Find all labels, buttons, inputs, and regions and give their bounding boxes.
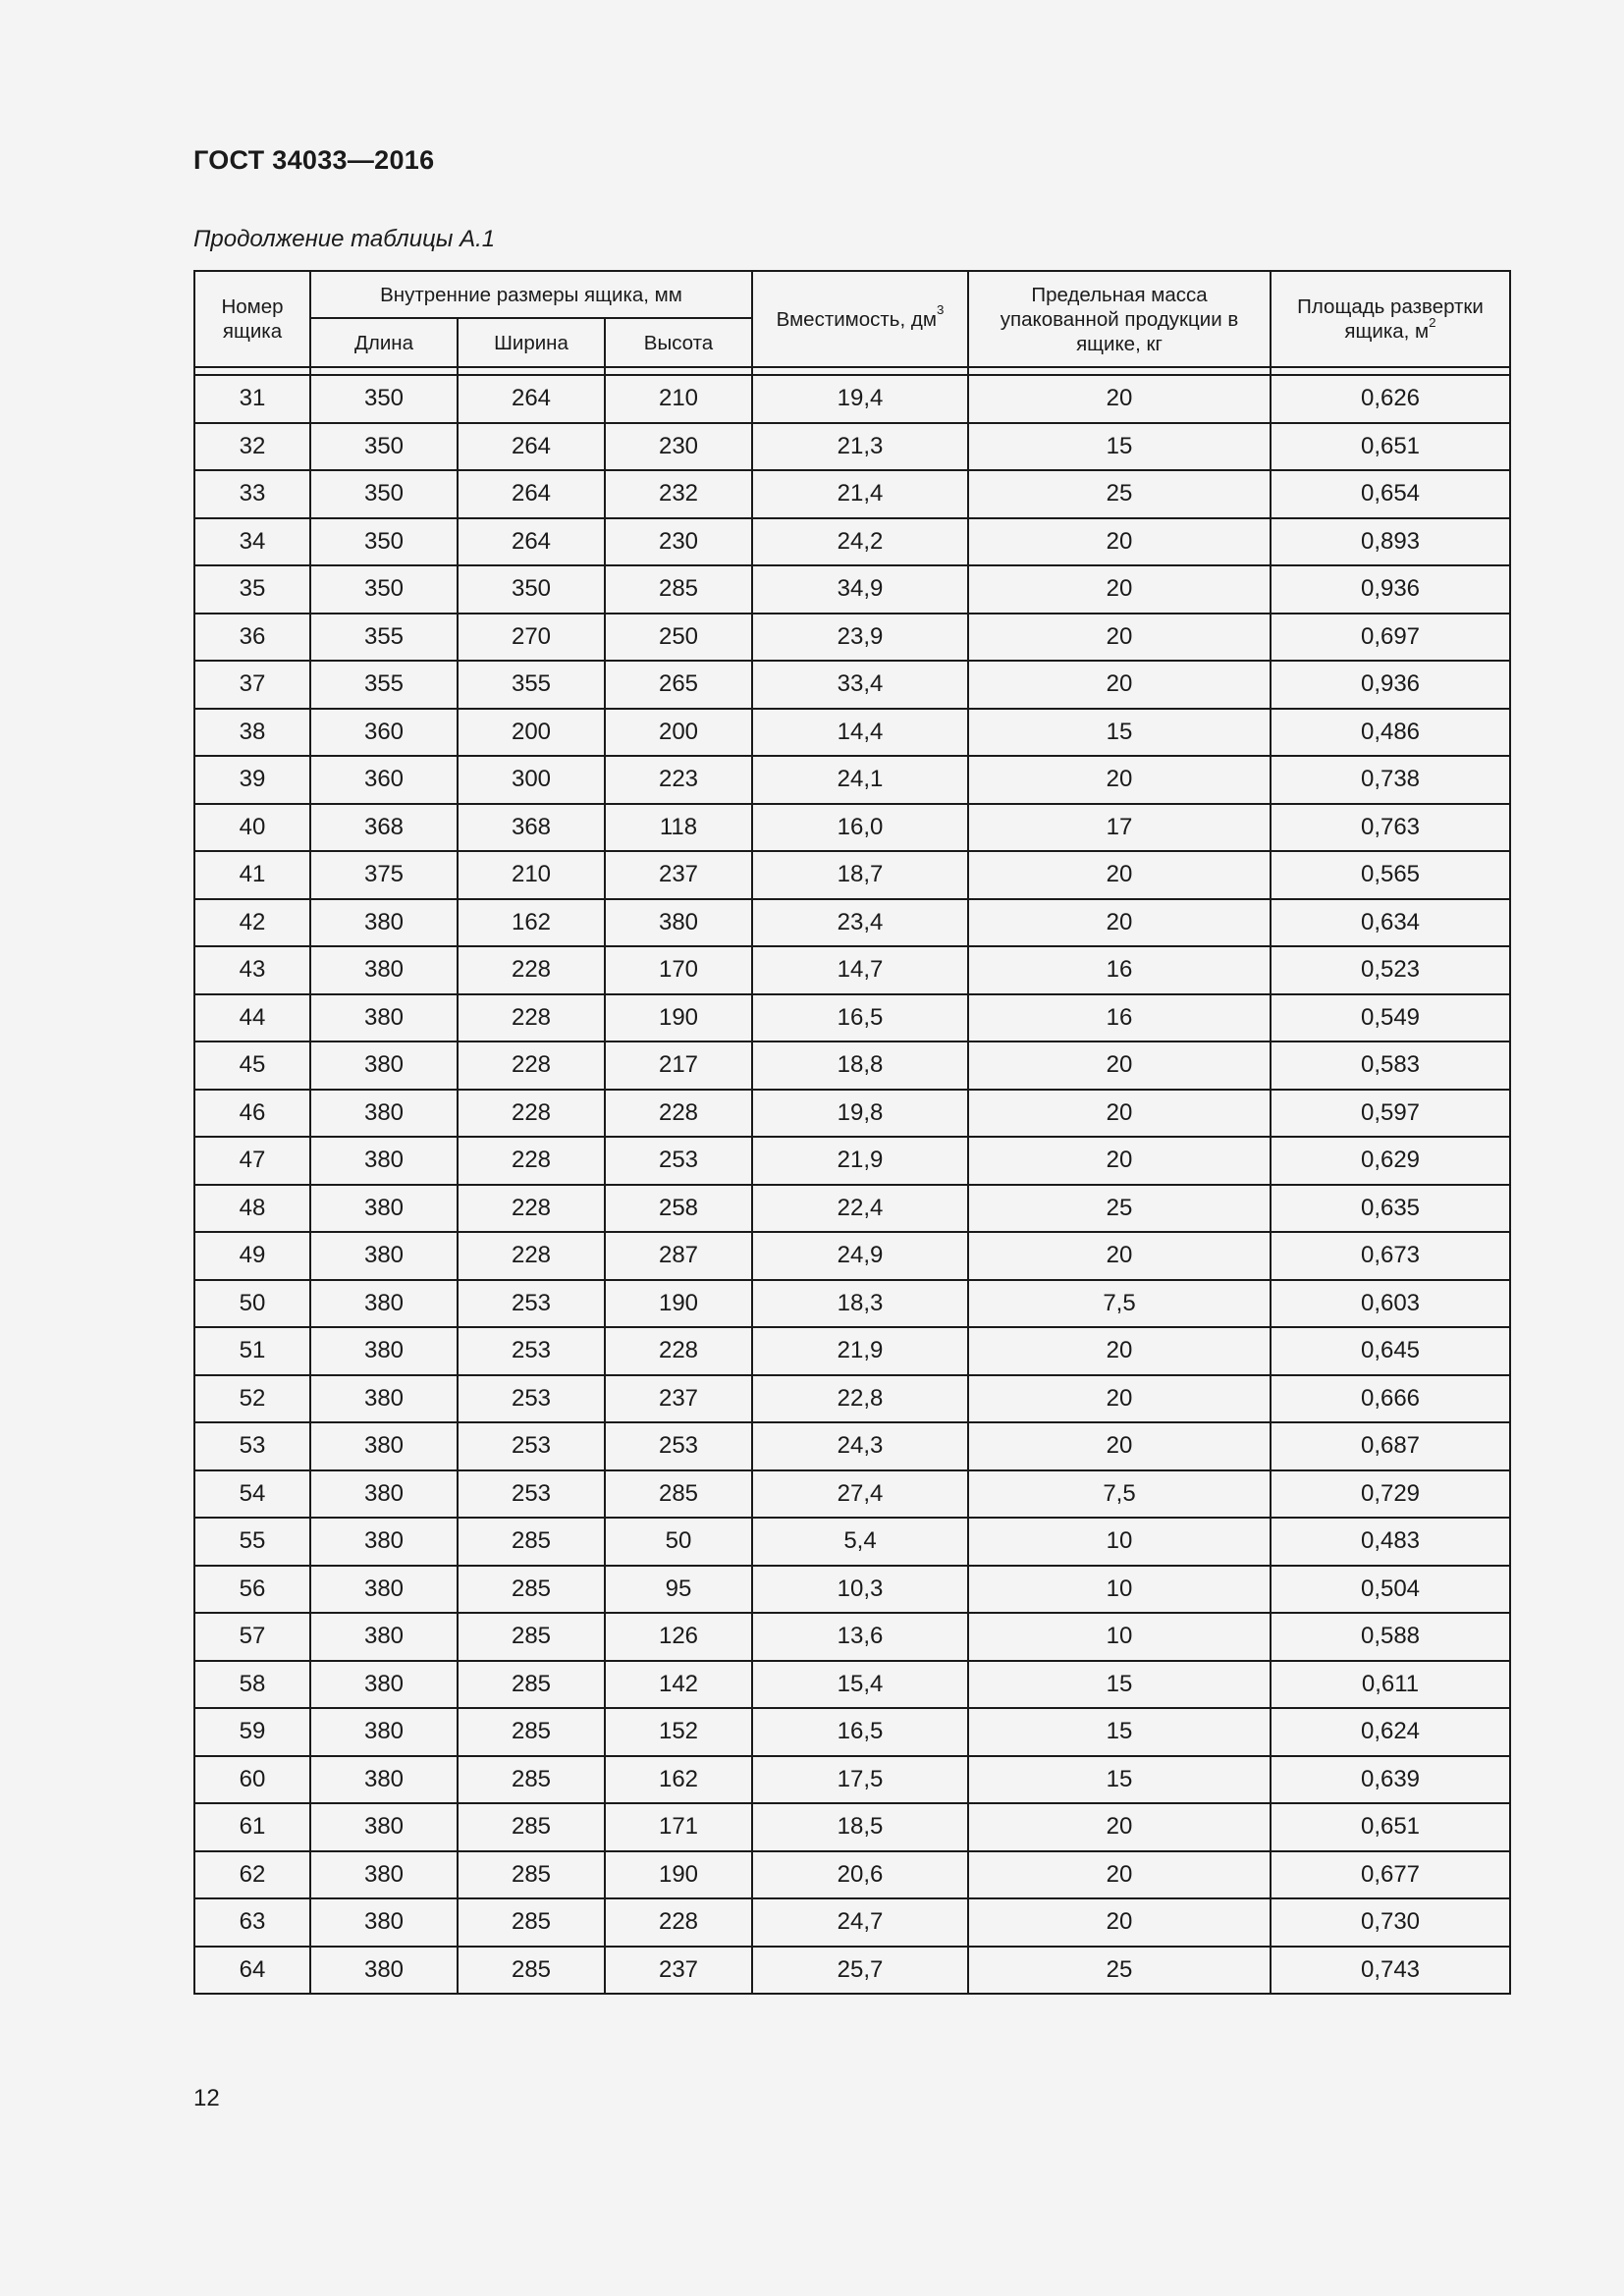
length-cell: 380 [310,1947,458,1995]
max-mass-cell: 20 [968,1375,1271,1423]
width-cell: 210 [458,851,605,899]
max-mass-cell: 20 [968,1803,1271,1851]
height-cell: 237 [605,1947,752,1995]
table-row [194,1422,1510,1470]
box-number-cell: 33 [194,470,310,518]
area-cell: 0,666 [1271,1375,1510,1423]
max-mass-cell: 15 [968,709,1271,757]
max-mass-cell: 20 [968,1232,1271,1280]
capacity-cell: 34,9 [752,565,968,614]
length-cell: 380 [310,1137,458,1185]
height-cell: 250 [605,614,752,662]
table-row [194,1090,1510,1138]
width-cell: 285 [458,1756,605,1804]
height-cell: 380 [605,899,752,947]
box-number-cell: 53 [194,1422,310,1470]
capacity-cell: 13,6 [752,1613,968,1661]
height-cell: 232 [605,470,752,518]
box-number-cell: 60 [194,1756,310,1804]
area-cell: 0,549 [1271,994,1510,1042]
height-cell: 265 [605,661,752,709]
table-row [194,1518,1510,1566]
document-title: ГОСТ 34033—2016 [193,145,435,175]
height-cell: 190 [605,1851,752,1899]
box-number-cell: 40 [194,804,310,852]
length-cell: 380 [310,1375,458,1423]
length-cell: 380 [310,1851,458,1899]
length-cell: 380 [310,1041,458,1090]
length-cell: 380 [310,994,458,1042]
width-cell: 285 [458,1898,605,1947]
area-cell: 0,697 [1271,614,1510,662]
area-cell: 0,893 [1271,518,1510,566]
max-mass-cell: 10 [968,1613,1271,1661]
length-cell: 380 [310,1327,458,1375]
length-cell: 380 [310,1232,458,1280]
width-cell: 285 [458,1566,605,1614]
capacity-cell: 18,7 [752,851,968,899]
table-row [194,614,1510,662]
capacity-cell: 24,9 [752,1232,968,1280]
max-mass-cell: 7,5 [968,1470,1271,1519]
height-cell: 170 [605,946,752,994]
length-cell: 380 [310,1708,458,1756]
max-mass-cell: 20 [968,899,1271,947]
capacity-cell: 21,9 [752,1137,968,1185]
width-cell: 228 [458,1090,605,1138]
table-row [194,1185,1510,1233]
capacity-cell: 33,4 [752,661,968,709]
max-mass-cell: 20 [968,614,1271,662]
area-cell: 0,603 [1271,1280,1510,1328]
max-mass-cell: 15 [968,423,1271,471]
area-cell: 0,483 [1271,1518,1510,1566]
table-row [194,470,1510,518]
box-number-cell: 48 [194,1185,310,1233]
table-row [194,1041,1510,1090]
length-cell: 350 [310,375,458,423]
table-row [194,1327,1510,1375]
max-mass-cell: 20 [968,1851,1271,1899]
width-cell: 253 [458,1280,605,1328]
height-cell: 50 [605,1518,752,1566]
header-box-number: Номер ящика [194,271,310,367]
area-cell: 0,743 [1271,1947,1510,1995]
height-cell: 152 [605,1708,752,1756]
area-cell: 0,565 [1271,851,1510,899]
box-number-cell: 39 [194,756,310,804]
area-cell: 0,597 [1271,1090,1510,1138]
box-number-cell: 52 [194,1375,310,1423]
table-row [194,423,1510,471]
width-cell: 300 [458,756,605,804]
capacity-cell: 16,5 [752,994,968,1042]
height-cell: 237 [605,1375,752,1423]
height-cell: 142 [605,1661,752,1709]
height-cell: 190 [605,1280,752,1328]
area-cell: 0,651 [1271,1803,1510,1851]
box-number-cell: 62 [194,1851,310,1899]
width-cell: 264 [458,470,605,518]
box-number-cell: 43 [194,946,310,994]
max-mass-cell: 25 [968,1185,1271,1233]
box-number-cell: 47 [194,1137,310,1185]
table-row [194,1661,1510,1709]
table-row [194,1803,1510,1851]
capacity-cell: 21,3 [752,423,968,471]
max-mass-cell: 20 [968,565,1271,614]
table-row [194,756,1510,804]
capacity-cell: 25,7 [752,1947,968,1995]
box-number-cell: 31 [194,375,310,423]
capacity-cell: 18,3 [752,1280,968,1328]
length-cell: 380 [310,1518,458,1566]
height-cell: 253 [605,1422,752,1470]
area-cell: 0,654 [1271,470,1510,518]
max-mass-cell: 20 [968,1422,1271,1470]
header-separator [194,367,1510,375]
area-cell: 0,677 [1271,1851,1510,1899]
capacity-cell: 14,4 [752,709,968,757]
height-cell: 253 [605,1137,752,1185]
capacity-cell: 20,6 [752,1851,968,1899]
height-cell: 285 [605,1470,752,1519]
width-cell: 285 [458,1708,605,1756]
area-cell: 0,504 [1271,1566,1510,1614]
area-cell: 0,730 [1271,1898,1510,1947]
table-body [194,375,1510,1994]
width-cell: 264 [458,375,605,423]
height-cell: 95 [605,1566,752,1614]
table-row [194,375,1510,423]
max-mass-cell: 10 [968,1566,1271,1614]
box-number-cell: 49 [194,1232,310,1280]
boxes-table [193,270,1511,1995]
length-cell: 350 [310,518,458,566]
table-row [194,1898,1510,1947]
capacity-cell: 24,1 [752,756,968,804]
width-cell: 162 [458,899,605,947]
capacity-cell: 18,5 [752,1803,968,1851]
width-cell: 285 [458,1518,605,1566]
header-height: Высота [605,318,752,367]
box-number-cell: 56 [194,1566,310,1614]
area-cell: 0,673 [1271,1232,1510,1280]
length-cell: 360 [310,756,458,804]
height-cell: 285 [605,565,752,614]
header-inner-dims: Внутренние размеры ящика, мм [310,271,752,318]
box-number-cell: 61 [194,1803,310,1851]
max-mass-cell: 20 [968,1041,1271,1090]
length-cell: 380 [310,1613,458,1661]
area-cell: 0,583 [1271,1041,1510,1090]
table-row [194,1137,1510,1185]
box-number-cell: 63 [194,1898,310,1947]
width-cell: 264 [458,423,605,471]
header-area: Площадь развертки ящика, $м^2$ [1271,271,1510,367]
table-row [194,1280,1510,1328]
table-row [194,851,1510,899]
box-number-cell: 59 [194,1708,310,1756]
capacity-cell: 5,4 [752,1518,968,1566]
height-cell: 228 [605,1898,752,1947]
table-row [194,1708,1510,1756]
capacity-cell: 24,2 [752,518,968,566]
length-cell: 350 [310,423,458,471]
capacity-cell: 16,0 [752,804,968,852]
capacity-cell: 14,7 [752,946,968,994]
max-mass-cell: 20 [968,518,1271,566]
length-cell: 380 [310,1898,458,1947]
table-row [194,804,1510,852]
length-cell: 380 [310,1661,458,1709]
length-cell: 350 [310,565,458,614]
box-number-cell: 55 [194,1518,310,1566]
width-cell: 285 [458,1851,605,1899]
page-number: 12 [193,2085,220,2111]
capacity-cell: 21,4 [752,470,968,518]
max-mass-cell: 20 [968,756,1271,804]
table-row [194,1756,1510,1804]
height-cell: 287 [605,1232,752,1280]
length-cell: 355 [310,614,458,662]
max-mass-cell: 17 [968,804,1271,852]
box-number-cell: 64 [194,1947,310,1995]
table-row [194,1375,1510,1423]
max-mass-cell: 25 [968,470,1271,518]
table-row [194,899,1510,947]
box-number-cell: 54 [194,1470,310,1519]
max-mass-cell: 15 [968,1756,1271,1804]
width-cell: 368 [458,804,605,852]
capacity-cell: 21,9 [752,1327,968,1375]
max-mass-cell: 20 [968,661,1271,709]
length-cell: 380 [310,1185,458,1233]
box-number-cell: 50 [194,1280,310,1328]
header-max-mass: Предельная масса упакованной продукции в ящике, кг [968,271,1271,367]
width-cell: 253 [458,1422,605,1470]
area-cell: 0,639 [1271,1756,1510,1804]
length-cell: 380 [310,1756,458,1804]
height-cell: 126 [605,1613,752,1661]
width-cell: 253 [458,1375,605,1423]
table-row [194,1470,1510,1519]
box-number-cell: 42 [194,899,310,947]
area-cell: 0,651 [1271,423,1510,471]
max-mass-cell: 15 [968,1708,1271,1756]
max-mass-cell: 20 [968,375,1271,423]
width-cell: 355 [458,661,605,709]
box-number-cell: 37 [194,661,310,709]
area-cell: 0,687 [1271,1422,1510,1470]
header-length: Длина [310,318,458,367]
header-width: Ширина [458,318,605,367]
height-cell: 210 [605,375,752,423]
height-cell: 223 [605,756,752,804]
box-number-cell: 41 [194,851,310,899]
table-row [194,1613,1510,1661]
box-number-cell: 35 [194,565,310,614]
max-mass-cell: 20 [968,1137,1271,1185]
width-cell: 264 [458,518,605,566]
width-cell: 350 [458,565,605,614]
max-mass-cell: 20 [968,1090,1271,1138]
width-cell: 228 [458,1041,605,1090]
header-capacity: Вместимость, $дм^3$ [752,271,968,367]
capacity-cell: 19,8 [752,1090,968,1138]
width-cell: 285 [458,1661,605,1709]
capacity-cell: 24,3 [752,1422,968,1470]
width-cell: 228 [458,1232,605,1280]
width-cell: 228 [458,946,605,994]
length-cell: 355 [310,661,458,709]
max-mass-cell: 15 [968,1661,1271,1709]
box-number-cell: 32 [194,423,310,471]
capacity-cell: 19,4 [752,375,968,423]
width-cell: 253 [458,1327,605,1375]
length-cell: 380 [310,1470,458,1519]
box-number-cell: 57 [194,1613,310,1661]
max-mass-cell: 25 [968,1947,1271,1995]
width-cell: 253 [458,1470,605,1519]
height-cell: 230 [605,423,752,471]
max-mass-cell: 20 [968,851,1271,899]
area-cell: 0,624 [1271,1708,1510,1756]
area-cell: 0,626 [1271,375,1510,423]
max-mass-cell: 16 [968,946,1271,994]
table-row [194,518,1510,566]
width-cell: 228 [458,1137,605,1185]
height-cell: 171 [605,1803,752,1851]
length-cell: 368 [310,804,458,852]
length-cell: 380 [310,946,458,994]
table-row [194,565,1510,614]
capacity-cell: 27,4 [752,1470,968,1519]
length-cell: 380 [310,1280,458,1328]
capacity-cell: 16,5 [752,1708,968,1756]
height-cell: 118 [605,804,752,852]
box-number-cell: 46 [194,1090,310,1138]
capacity-cell: 17,5 [752,1756,968,1804]
capacity-cell: 23,9 [752,614,968,662]
area-cell: 0,634 [1271,899,1510,947]
width-cell: 228 [458,1185,605,1233]
height-cell: 237 [605,851,752,899]
capacity-cell: 22,4 [752,1185,968,1233]
height-cell: 190 [605,994,752,1042]
table-row [194,1232,1510,1280]
length-cell: 380 [310,1803,458,1851]
area-cell: 0,936 [1271,661,1510,709]
area-cell: 0,635 [1271,1185,1510,1233]
length-cell: 380 [310,1566,458,1614]
height-cell: 258 [605,1185,752,1233]
box-number-cell: 34 [194,518,310,566]
box-number-cell: 38 [194,709,310,757]
table-row [194,709,1510,757]
box-number-cell: 36 [194,614,310,662]
table-caption: Продолжение таблицы А.1 [193,226,496,252]
capacity-cell: 10,3 [752,1566,968,1614]
area-cell: 0,523 [1271,946,1510,994]
box-number-cell: 51 [194,1327,310,1375]
box-number-cell: 44 [194,994,310,1042]
max-mass-cell: 10 [968,1518,1271,1566]
table-row [194,661,1510,709]
width-cell: 200 [458,709,605,757]
max-mass-cell: 16 [968,994,1271,1042]
area-cell: 0,486 [1271,709,1510,757]
width-cell: 285 [458,1947,605,1995]
capacity-cell: 15,4 [752,1661,968,1709]
table-row [194,994,1510,1042]
max-mass-cell: 7,5 [968,1280,1271,1328]
max-mass-cell: 20 [968,1898,1271,1947]
height-cell: 200 [605,709,752,757]
table-row [194,1947,1510,1995]
table-row [194,1566,1510,1614]
length-cell: 350 [310,470,458,518]
width-cell: 285 [458,1803,605,1851]
area-cell: 0,629 [1271,1137,1510,1185]
height-cell: 228 [605,1327,752,1375]
height-cell: 230 [605,518,752,566]
length-cell: 380 [310,1090,458,1138]
capacity-cell: 18,8 [752,1041,968,1090]
length-cell: 380 [310,899,458,947]
area-cell: 0,936 [1271,565,1510,614]
width-cell: 228 [458,994,605,1042]
area-cell: 0,729 [1271,1470,1510,1519]
width-cell: 270 [458,614,605,662]
width-cell: 285 [458,1613,605,1661]
max-mass-cell: 20 [968,1327,1271,1375]
area-cell: 0,588 [1271,1613,1510,1661]
area-cell: 0,763 [1271,804,1510,852]
height-cell: 217 [605,1041,752,1090]
capacity-cell: 22,8 [752,1375,968,1423]
capacity-cell: 24,7 [752,1898,968,1947]
length-cell: 375 [310,851,458,899]
length-cell: 380 [310,1422,458,1470]
table-row [194,946,1510,994]
height-cell: 228 [605,1090,752,1138]
box-number-cell: 45 [194,1041,310,1090]
area-cell: 0,738 [1271,756,1510,804]
area-cell: 0,611 [1271,1661,1510,1709]
capacity-cell: 23,4 [752,899,968,947]
area-cell: 0,645 [1271,1327,1510,1375]
height-cell: 162 [605,1756,752,1804]
length-cell: 360 [310,709,458,757]
table-row [194,1851,1510,1899]
box-number-cell: 58 [194,1661,310,1709]
